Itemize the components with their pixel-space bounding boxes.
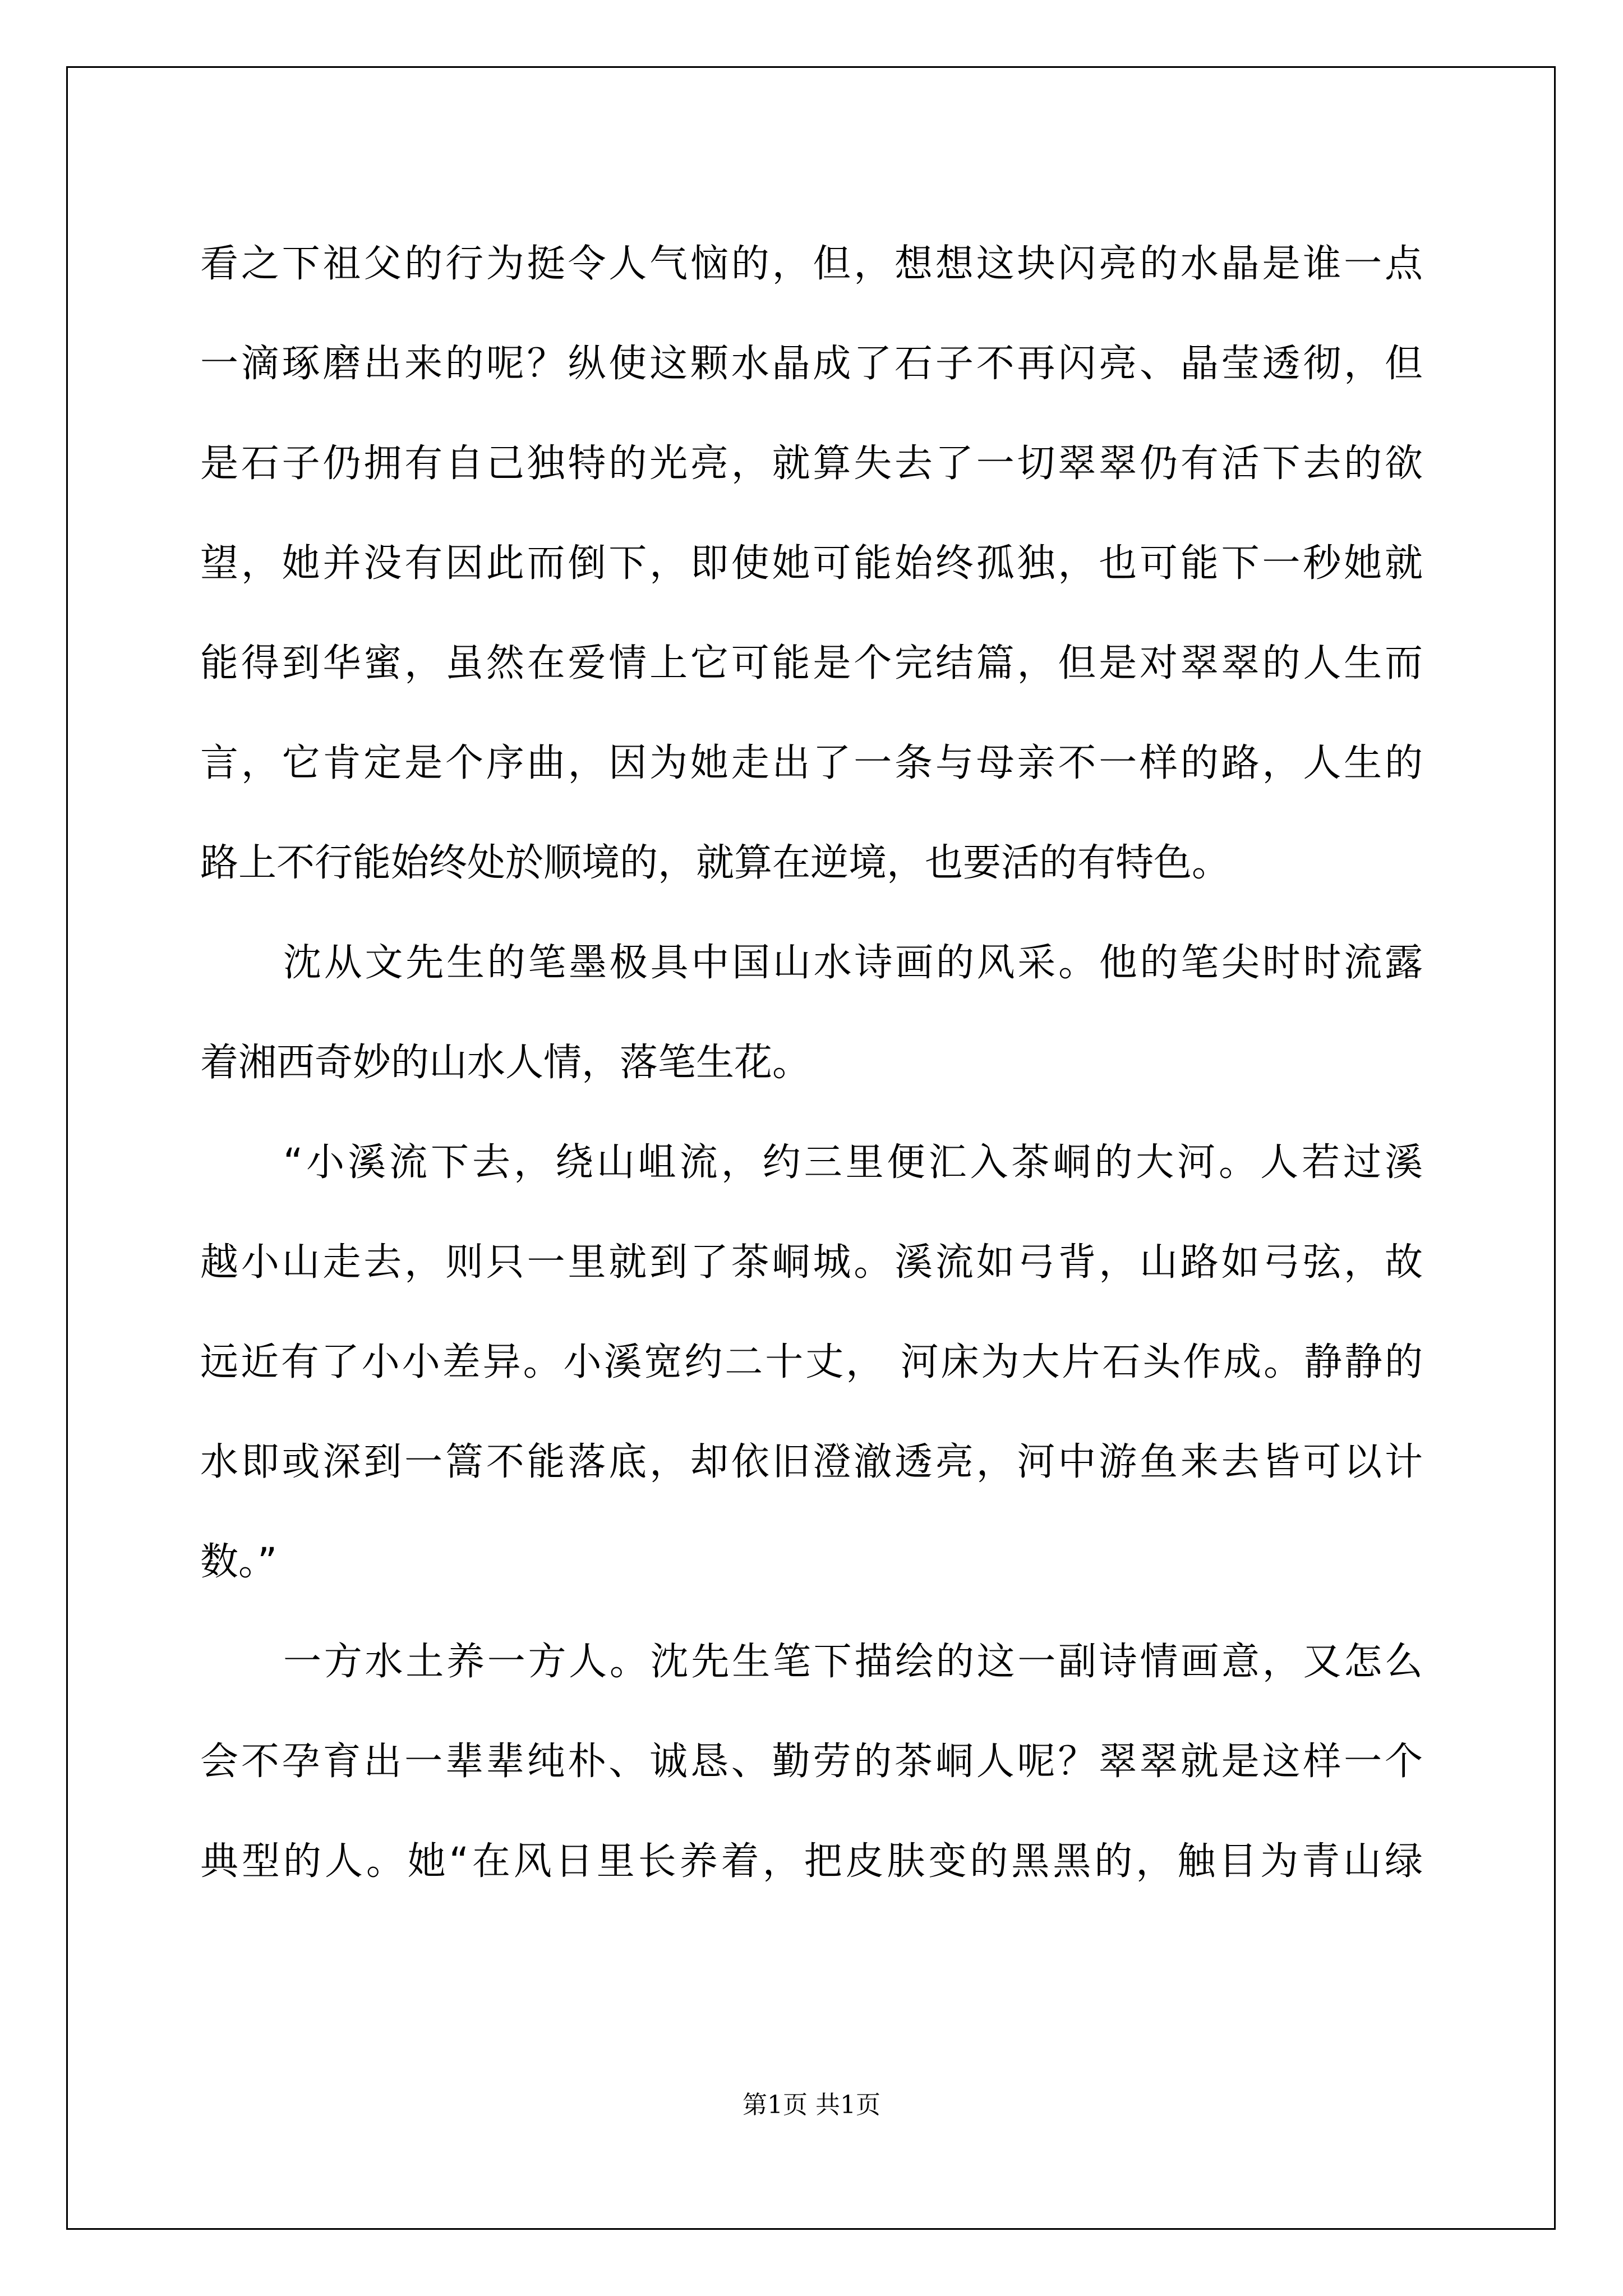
- text-line: 能得到华蜜，虽然在爱情上它可能是个完结篇，但是对翠翠的人生而: [200, 641, 1423, 685]
- text-line: 一滴琢磨出来的呢？纵使这颗水晶成了石子不再闪亮、晶莹透彻，但: [200, 342, 1423, 386]
- paragraph-first-line: 沈从文先生的笔墨极具中国山水诗画的风采。他的笔尖时时流露: [283, 941, 1423, 985]
- text-line: 望，她并没有因此而倒下，即使她可能始终孤独，也可能下一秒她就: [200, 541, 1423, 586]
- text-line: 会不孕育出一辈辈纯朴、诚恳、勤劳的茶峒人呢？翠翠就是这样一个: [200, 1740, 1423, 1784]
- text-line: 数。”: [200, 1540, 278, 1584]
- paragraph-first-line: “小溪流下去，绕山岨流，约三里便汇入茶峒的大河。人若过溪: [283, 1140, 1423, 1185]
- paragraph-first-line: 一方水土养一方人。沈先生笔下描绘的这一副诗情画意，又怎么: [283, 1640, 1423, 1684]
- text-line: 路上不行能始终处於顺境的，就算在逆境，也要活的有特色。: [200, 841, 1230, 885]
- text-line: 着湘西奇妙的山水人情，落笔生花。: [200, 1041, 811, 1085]
- text-line: 言，它肯定是个序曲，因为她走出了一条与母亲不一样的路，人生的: [200, 741, 1423, 785]
- text-line: 远近有了小小差异。小溪宽约二十丈， 河床为大片石头作成。静静的: [200, 1340, 1423, 1384]
- text-line: 是石子仍拥有自己独特的光亮，就算失去了一切翠翠仍有活下去的欲: [200, 441, 1423, 486]
- text-line: 看之下祖父的行为挺令人气恼的，但，想想这块闪亮的水晶是谁一点: [200, 242, 1423, 286]
- text-line: 典型的人。她“在风日里长养着，把皮肤变的黑黑的，触目为青山绿: [200, 1839, 1423, 1884]
- page-number-footer: 第1页 共1页: [743, 2091, 880, 2119]
- text-line: 水即或深到一篙不能落底，却依旧澄澈透亮，河中游鱼来去皆可以计: [200, 1440, 1423, 1484]
- text-line: 越小山走去，则只一里就到了茶峒城。溪流如弓背，山路如弓弦，故: [200, 1240, 1423, 1285]
- document-body: [200, 214, 1423, 1912]
